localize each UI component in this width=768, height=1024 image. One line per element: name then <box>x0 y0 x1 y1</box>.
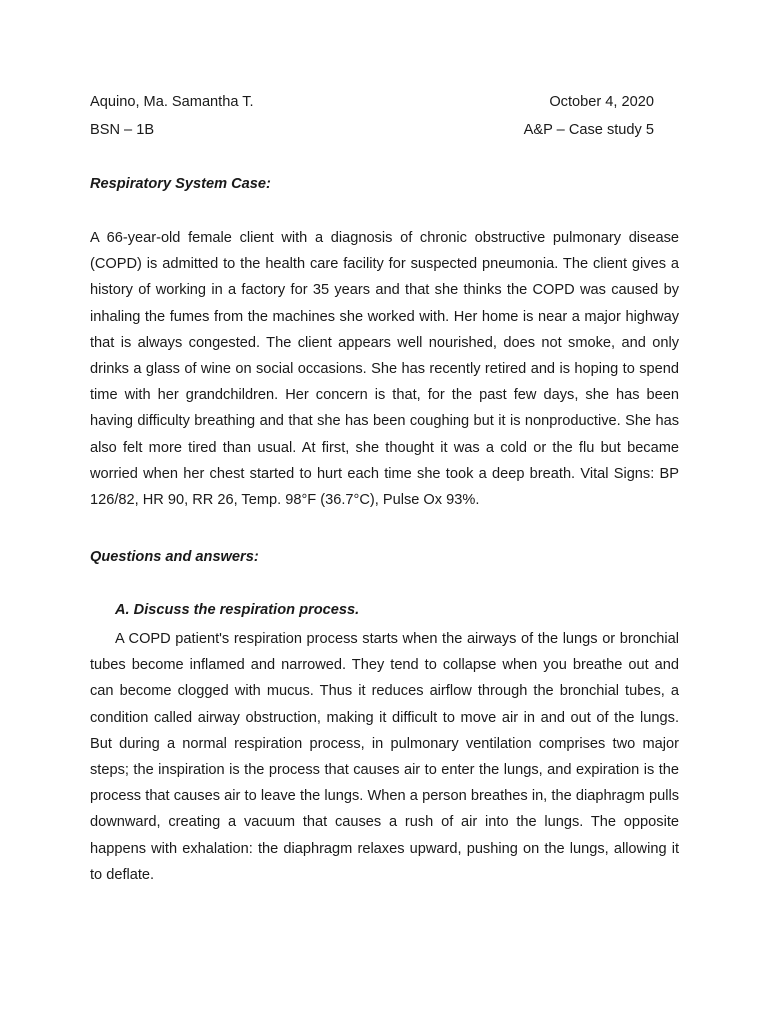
student-name: Aquino, Ma. Samantha T. <box>90 94 254 110</box>
case-title: Respiratory System Case: <box>90 176 271 192</box>
student-section: BSN – 1B <box>90 122 155 138</box>
header-row-2 <box>90 121 654 139</box>
document-date: October 4, 2020 <box>549 94 654 110</box>
header-row-1 <box>90 93 654 111</box>
document-subject: A&P – Case study 5 <box>523 122 654 138</box>
case-description: A 66-year-old female client with a diagnosis of chronic obstructive pulmonary disease (COPD) is admitted to the health care facility for suspected pneumonia. The client gives a history of working in a factory for 35 years and that she thinks the COPD was caused by inhaling the fumes from the machines she worked with. Her home is near a major highway that is always congested. The client appears well nourished, does not smoke, and only drinks a glass of wine on social occasions. She has recently retired and is hoping to spend time with her grandchildren. Her concern is that, for the past few days, she has been having difficulty breathing and that she has been coughing but it is nonproductive. She has also felt more tired than usual. At first, she thought it was a cold or the flu but became worried when her chest started to hurt each time she took a deep breath. Vital Signs: BP 126/82, HR 90, RR 26, Temp. 98°F (36.7°C), Pulse Ox 93%. <box>90 230 679 509</box>
questions-title: Questions and answers: <box>90 549 259 565</box>
answer-a-paragraph: A COPD patient's respiration process starts when the airways of the lungs or bronchial tubes become inflamed and narrowed. They tend to collapse when you breathe out and can become clogged with mucus. Thus it reduces airflow through the bronchial tubes, a condition called airway obstruction, making it difficult to move air in and out of the lungs. But during a normal respiration process, in pulmonary ventilation comprises two major steps; the inspiration is the process that causes air to enter the lungs, and expiration is the process that causes air to leave the lungs. When a person breathes in, the diaphragm pulls downward, creating a vacuum that causes a rush of air into the lungs. The opposite happens with exhalation: the diaphragm relaxes upward, pushing on the lungs, allowing it to deflate. <box>90 631 679 883</box>
question-a-heading: A. Discuss the respiration process. <box>115 602 360 618</box>
